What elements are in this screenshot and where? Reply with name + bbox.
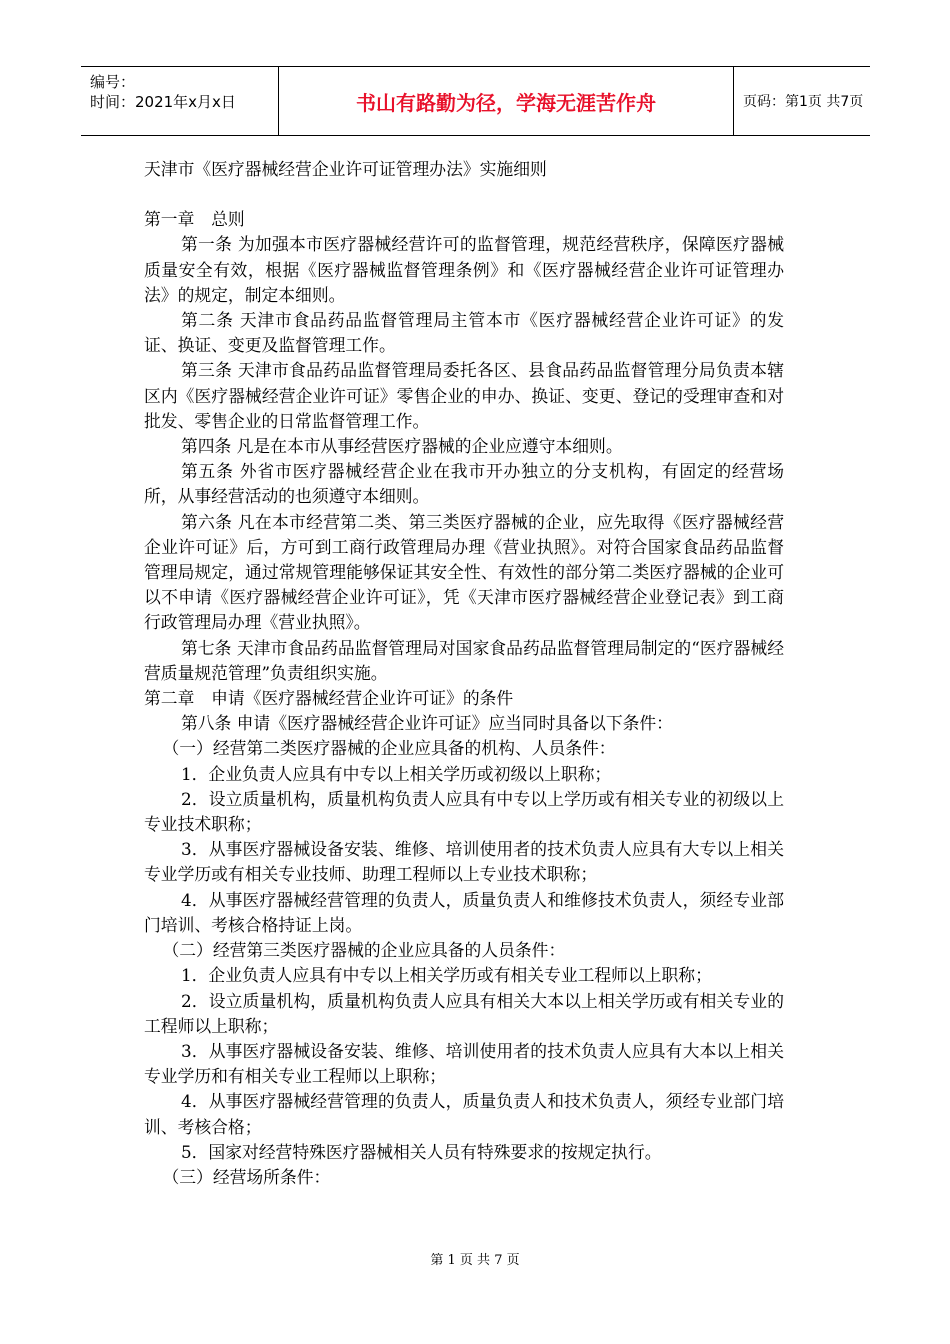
page-footer: 第 1 页 共 7 页 — [430, 1253, 520, 1268]
paragraph: 4．从事医疗器械经营管理的负责人，质量负责人和维修技术负责人，须经专业部门培训、考核合格持证上岗。 — [144, 889, 784, 935]
paragraph: 2．设立质量机构，质量机构负责人应具有中专以上学历或有相关专业的初级以上专业技术职称； — [144, 788, 784, 835]
paragraph: 5．国家对经营特殊医疗器械相关人员有特殊要求的按规定执行。 — [180, 1141, 662, 1162]
paragraph: 2．设立质量机构，质量机构负责人应具有相关大本以上相关学历或有相关专业的工程师以上职称； — [144, 990, 784, 1036]
paragraph: 1．企业负责人应具有中专以上相关学历或初级以上职称； — [180, 763, 612, 784]
header-page-info: 页码：第1页 共7页 — [743, 94, 864, 110]
paragraph: （二）经营第三类医疗器械的企业应具备的人员条件： — [162, 940, 566, 961]
paragraph: 3．从事医疗器械设备安装、维修、培训使用者的技术负责人应具有大专以上相关专业学历或有相关专业技师、助理工程师以上专业技术职称； — [144, 839, 784, 885]
paragraph: （一）经营第二类医疗器械的企业应具备的机构、人员条件： — [162, 738, 616, 759]
chapter-heading: 第一章 总则 — [144, 209, 245, 230]
chapter-heading: 第二章 申请《医疗器械经营企业许可证》的条件 — [144, 688, 514, 709]
page-header — [81, 66, 870, 136]
paragraph-list — [144, 207, 784, 1190]
paragraph: （三）经营场所条件： — [162, 1166, 331, 1187]
document-body — [144, 157, 784, 1190]
header-meta-cell — [81, 67, 279, 135]
paragraph: 第三条 天津市食品药品监督管理局委托各区、县食品药品监督管理分局负责本辖区内《医疗器械经营企业许可证》零售企业的申办、换证、变更、登记的受理审查和对批发、零售企业的日常监督管理工作。 — [144, 360, 784, 431]
paragraph: 第七条 天津市食品药品监督管理局对国家食品药品监督管理局制定的“医疗器械经营质量规范管理”负责组织实施。 — [144, 637, 784, 683]
paragraph: 第五条 外省市医疗器械经营企业在我市开办独立的分支机构，有固定的经营场所，从事经营活动的也须遵守本细则。 — [144, 461, 784, 507]
paragraph: 第八条 申请《医疗器械经营企业许可证》应当同时具备以下条件： — [180, 713, 673, 734]
paragraph: 第六条 凡在本市经营第二类、第三类医疗器械的企业，应先取得《医疗器械经营企业许可证》后，方可到工商行政管理局办理《营业执照》。对符合国家食品药品监督管理局规定，通过常规管理能够保证其安全性、有效性的部分第二类医疗器械的企业可以不申请《医疗器械经营企业许可证》，凭《天津市医疗器械经营企业登记表》到工商行政管理局办理《营业执照》。 — [144, 511, 784, 633]
paragraph: 第一条 为加强本市医疗器械经营许可的监督管理，规范经营秩序，保障医疗器械质量安全有效，根据《医疗器械监督管理条例》和《医疗器械经营企业许可证管理办法》的规定，制定本细则。 — [144, 234, 784, 305]
document-time-label: 时间：2021年x月x日 — [90, 93, 236, 111]
header-motto: 书山有路勤为径，学海无涯苦作舟 — [279, 67, 734, 135]
paragraph: 1．企业负责人应具有中专以上相关学历或有相关专业工程师以上职称； — [180, 965, 712, 986]
paragraph: 3．从事医疗器械设备安装、维修、培训使用者的技术负责人应具有大本以上相关专业学历和有相关专业工程师以上职称； — [144, 1040, 784, 1087]
document-title: 天津市《医疗器械经营企业许可证管理办法》实施细则 — [144, 159, 547, 179]
paragraph: 第四条 凡是在本市从事经营医疗器械的企业应遵守本细则。 — [180, 436, 623, 457]
document-number-label: 编号： — [90, 73, 136, 91]
paragraph: 第二条 天津市食品药品监督管理局主管本市《医疗器械经营企业许可证》的发证、换证、变更及监督管理工作。 — [144, 310, 784, 356]
paragraph: 4．从事医疗器械经营管理的负责人，质量负责人和技术负责人，须经专业部门培训、考核合格； — [144, 1091, 784, 1137]
